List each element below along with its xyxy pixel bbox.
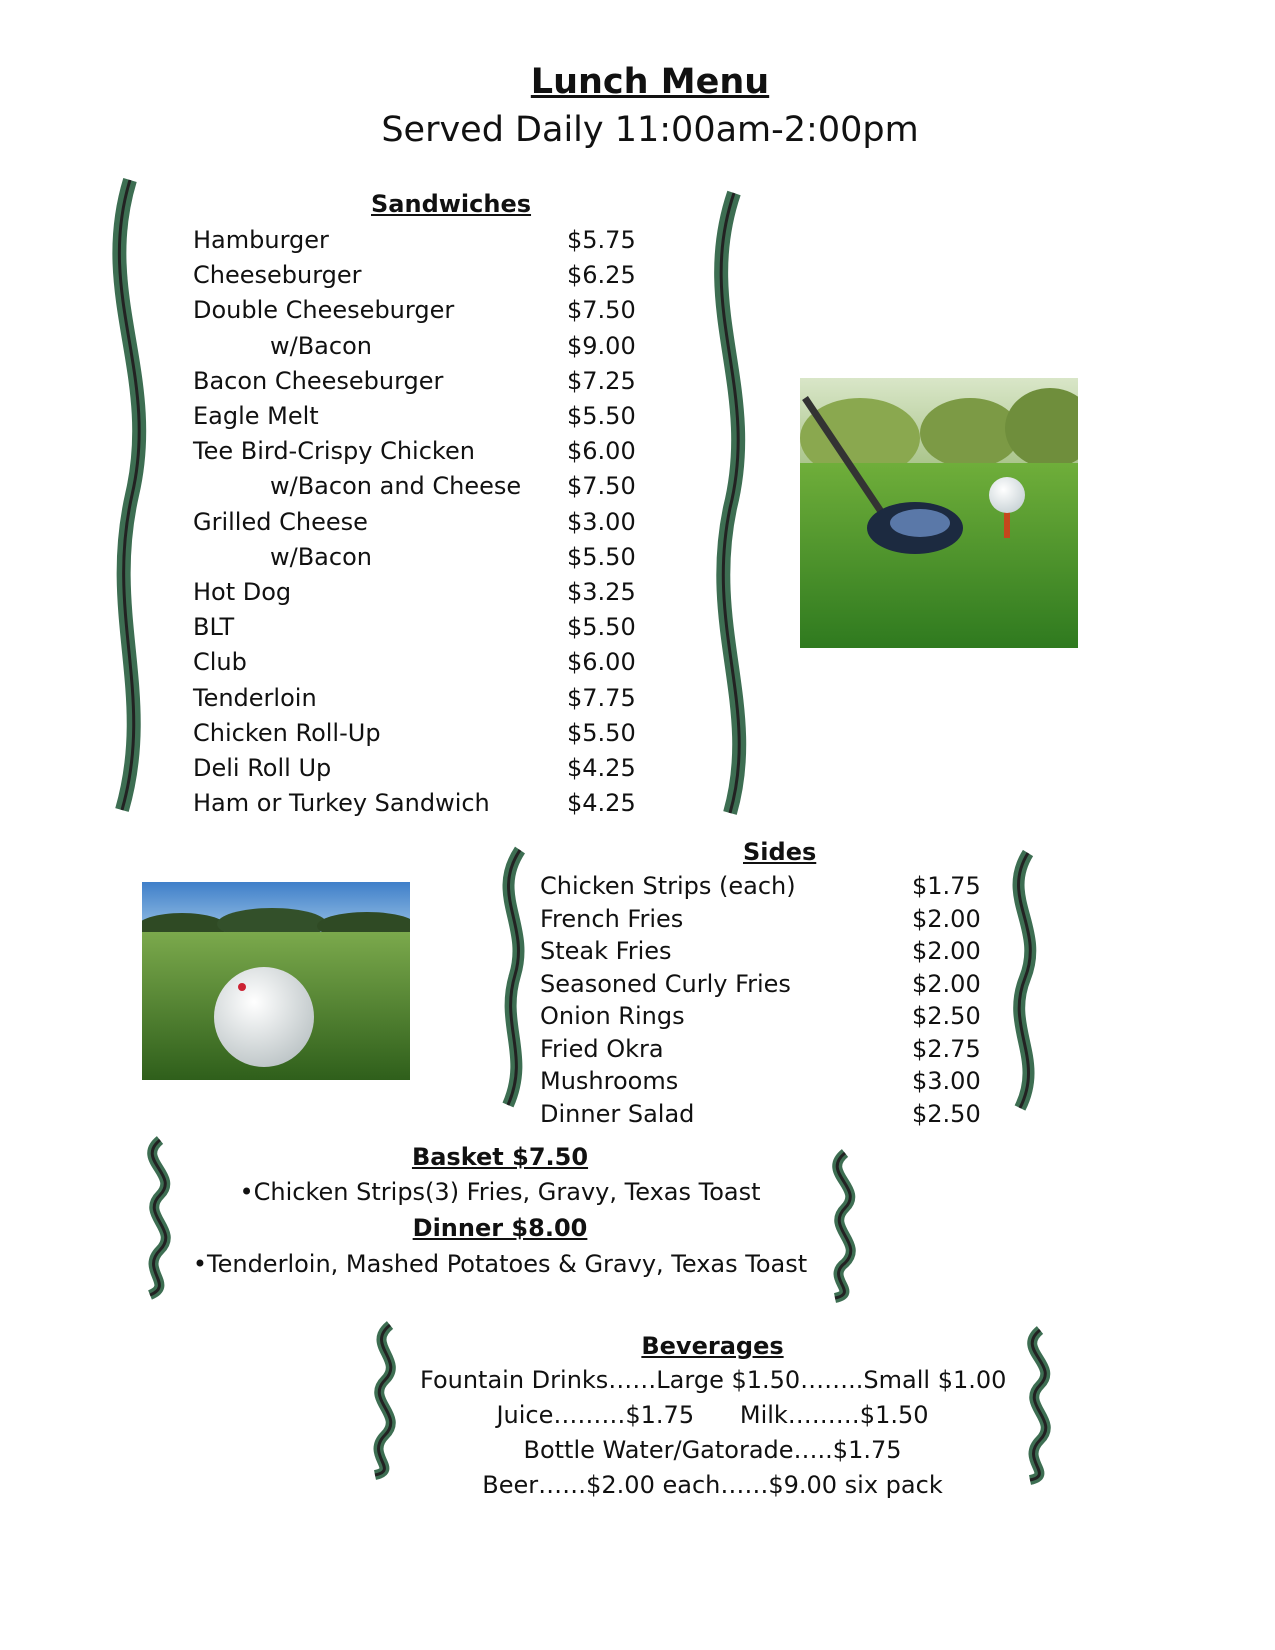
sandwich-name: Bacon Cheeseburger bbox=[193, 366, 444, 395]
table-row bbox=[270, 332, 730, 366]
table-row bbox=[270, 472, 730, 506]
table-row bbox=[193, 508, 653, 542]
table-row bbox=[540, 970, 980, 1004]
swirl-sides-right bbox=[1000, 848, 1050, 1113]
sandwich-name: Hamburger bbox=[193, 226, 329, 254]
sandwich-price: $5.50 bbox=[567, 613, 636, 642]
sandwich-name: w/Bacon bbox=[270, 331, 372, 360]
sandwich-name: Chicken Roll-Up bbox=[193, 718, 381, 747]
side-price: $2.75 bbox=[912, 1034, 981, 1063]
table-row bbox=[193, 648, 653, 682]
beverage-line: Fountain Drinks……Large $1.50……..Small $1.00 bbox=[420, 1366, 1007, 1394]
table-row bbox=[193, 402, 653, 436]
table-row bbox=[270, 543, 730, 577]
table-row bbox=[193, 226, 653, 260]
sandwich-name: Deli Roll Up bbox=[193, 754, 332, 782]
beverages-heading: Beverages bbox=[641, 1332, 784, 1360]
dinner-description: •Tenderloin, Mashed Potatoes & Gravy, Texas Toast bbox=[192, 1250, 808, 1278]
sandwich-name: Tenderloin bbox=[193, 683, 317, 712]
swirl-sandwiches-left bbox=[100, 175, 160, 815]
sandwich-name: Hot Dog bbox=[193, 578, 292, 606]
sandwich-price: $5.50 bbox=[567, 718, 636, 747]
side-price: $3.00 bbox=[912, 1067, 981, 1095]
beverage-line: Bottle Water/Gatorade…..$1.75 bbox=[523, 1436, 902, 1464]
sandwich-name: Club bbox=[193, 648, 247, 677]
swirl-sides-left bbox=[490, 845, 540, 1110]
table-row bbox=[193, 789, 653, 823]
sandwich-price: $5.75 bbox=[567, 226, 636, 254]
table-row bbox=[540, 1067, 980, 1101]
swirl-beverages-left bbox=[360, 1320, 410, 1480]
table-row bbox=[540, 1035, 980, 1069]
table-row bbox=[540, 1002, 980, 1036]
side-name: Dinner Salad bbox=[540, 1099, 695, 1128]
side-price: $2.00 bbox=[912, 904, 981, 933]
side-price: $2.50 bbox=[912, 1002, 981, 1030]
menu-subtitle: Served Daily 11:00am-2:00pm bbox=[381, 110, 919, 150]
table-row bbox=[193, 719, 653, 753]
sandwich-name: Eagle Melt bbox=[193, 402, 319, 430]
sandwich-name: Grilled Cheese bbox=[193, 507, 368, 536]
sandwiches-heading: Sandwiches bbox=[371, 190, 532, 218]
table-row bbox=[193, 578, 653, 612]
side-name: Chicken Strips (each) bbox=[540, 872, 796, 900]
sandwich-price: $7.50 bbox=[567, 296, 636, 325]
sandwich-name: w/Bacon and Cheese bbox=[270, 472, 522, 501]
table-row bbox=[193, 296, 653, 330]
swirl-beverages-right bbox=[1015, 1325, 1065, 1485]
side-price: $2.50 bbox=[912, 1099, 981, 1128]
sandwich-price: $9.00 bbox=[567, 331, 636, 360]
sandwich-price: $7.75 bbox=[567, 683, 636, 712]
side-name: Steak Fries bbox=[540, 937, 672, 965]
side-name: Mushrooms bbox=[540, 1067, 679, 1095]
dinner-heading: Dinner $8.00 bbox=[412, 1214, 588, 1242]
sandwich-name: BLT bbox=[193, 613, 235, 642]
sandwich-name: Tee Bird-Crispy Chicken bbox=[193, 437, 475, 466]
sandwich-price: $4.25 bbox=[567, 754, 636, 782]
basket-description: •Chicken Strips(3) Fries, Gravy, Texas Toast bbox=[239, 1178, 761, 1206]
sides-heading: Sides bbox=[743, 838, 817, 866]
table-row bbox=[540, 937, 980, 971]
sandwich-price: $7.50 bbox=[567, 472, 636, 501]
table-row bbox=[193, 261, 653, 295]
sandwich-name: Cheeseburger bbox=[193, 261, 362, 290]
sandwich-price: $3.00 bbox=[567, 507, 636, 536]
side-price: $1.75 bbox=[912, 872, 981, 900]
sandwich-price: $6.00 bbox=[567, 648, 636, 677]
basket-heading: Basket $7.50 bbox=[411, 1143, 589, 1171]
sandwich-name: Double Cheeseburger bbox=[193, 296, 455, 325]
sandwich-price: $4.25 bbox=[567, 789, 636, 818]
table-row bbox=[193, 754, 653, 788]
side-name: Fried Okra bbox=[540, 1034, 664, 1063]
sandwich-price: $6.00 bbox=[567, 437, 636, 466]
sandwich-name: Ham or Turkey Sandwich bbox=[193, 789, 490, 818]
beverage-line: Beer……$2.00 each……$9.00 six pack bbox=[482, 1471, 943, 1499]
golf-driver-photo bbox=[800, 378, 1078, 648]
sandwich-price: $6.25 bbox=[567, 261, 636, 290]
table-row bbox=[193, 367, 653, 401]
side-price: $2.00 bbox=[912, 937, 981, 965]
table-row bbox=[540, 872, 980, 906]
side-price: $2.00 bbox=[912, 969, 981, 998]
table-row bbox=[540, 905, 980, 939]
table-row bbox=[193, 684, 653, 718]
sandwich-price: $7.25 bbox=[567, 366, 636, 395]
menu-title: Lunch Menu bbox=[530, 62, 770, 102]
side-name: Seasoned Curly Fries bbox=[540, 969, 791, 998]
sandwich-price: $3.25 bbox=[567, 578, 636, 606]
sandwich-name: w/Bacon bbox=[270, 542, 372, 571]
table-row bbox=[193, 437, 653, 471]
golf-ball-photo bbox=[142, 882, 410, 1080]
side-name: Onion Rings bbox=[540, 1002, 685, 1030]
table-row bbox=[193, 613, 653, 647]
table-row bbox=[540, 1100, 980, 1134]
beverage-line: Juice………$1.75 Milk………$1.50 bbox=[496, 1401, 929, 1429]
sandwich-price: $5.50 bbox=[567, 402, 636, 430]
sandwich-price: $5.50 bbox=[567, 542, 636, 571]
side-name: French Fries bbox=[540, 904, 684, 933]
